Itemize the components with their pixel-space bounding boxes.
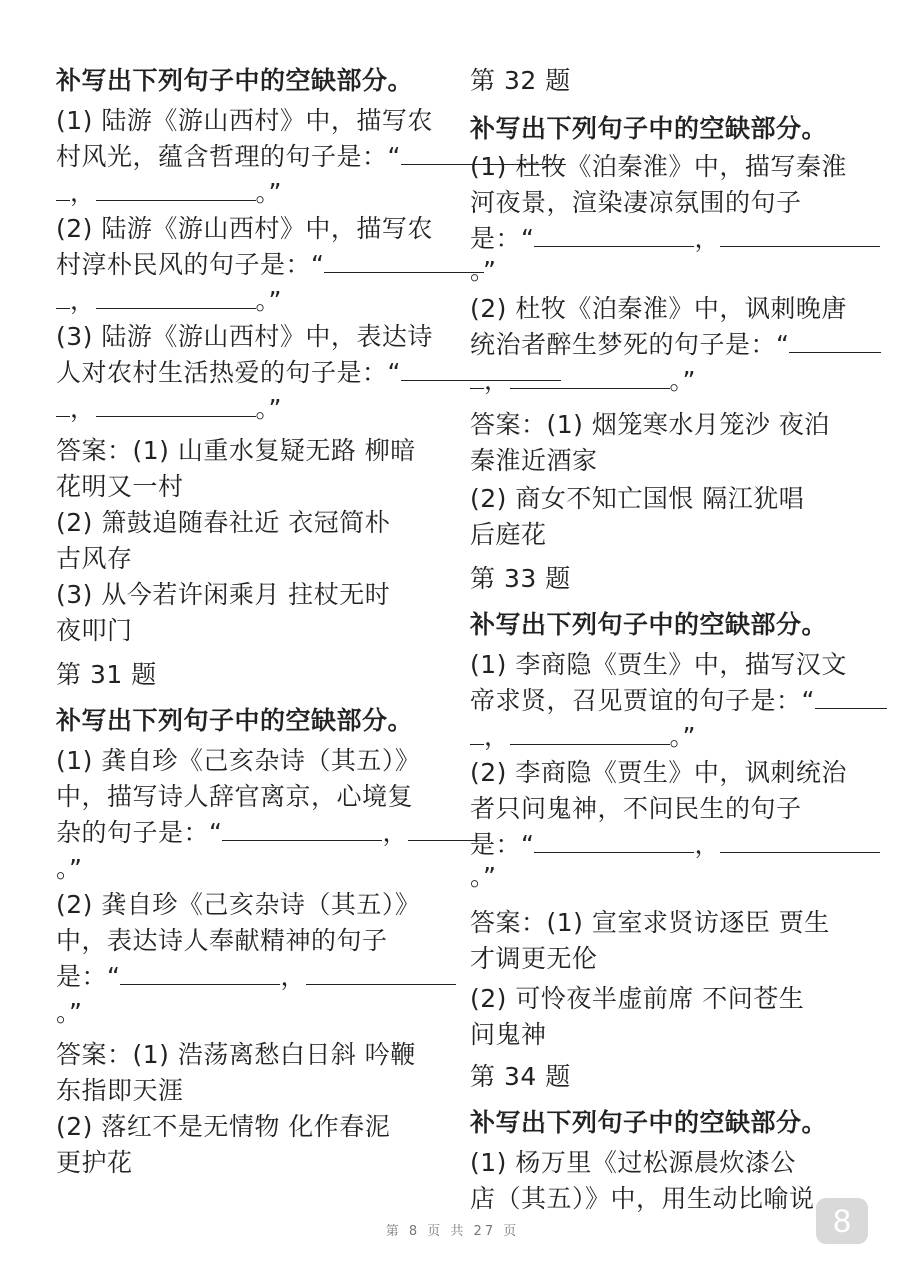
q32-1-line2: 河夜景，渲染凄凉氛围的句子 bbox=[470, 188, 802, 217]
q31-instruction: 补写出下列句子中的空缺部分。 bbox=[56, 706, 414, 735]
blank[interactable] bbox=[96, 286, 256, 309]
q30-3-line2: 人对农村生活热爱的句子是：“ bbox=[56, 356, 561, 390]
answer-32-2b: 后庭花 bbox=[470, 520, 547, 549]
answer-33-1a: 答案：(1) 宣室求贤访逐臣 贾生 bbox=[470, 908, 830, 937]
q31-2-line1: (2) 龚自珍《己亥杂诗（其五）》 bbox=[56, 890, 421, 919]
blank[interactable] bbox=[306, 962, 456, 985]
blank[interactable] bbox=[324, 250, 484, 273]
blank[interactable] bbox=[96, 394, 256, 417]
answer-32-2a: (2) 商女不知亡国恨 隔江犹唱 bbox=[470, 484, 805, 513]
q33-1-line3: ， 。” bbox=[470, 720, 696, 754]
answer-30-2b: 古风存 bbox=[56, 544, 133, 573]
q33-2-line2: 者只问鬼神，不问民生的句子 bbox=[470, 794, 802, 823]
answer-32-1b: 秦淮近酒家 bbox=[470, 446, 598, 475]
q32-1-line4: 。” bbox=[470, 256, 497, 285]
blank[interactable] bbox=[56, 178, 70, 201]
answer-30-3a: (3) 从今若许闲乘月 拄杖无时 bbox=[56, 580, 391, 609]
q32-instruction: 补写出下列句子中的空缺部分。 bbox=[470, 114, 828, 143]
blank[interactable] bbox=[96, 178, 256, 201]
q32-1-line3: 是：“ ， bbox=[470, 222, 880, 256]
q30-2-line1: (2) 陆游《游山西村》中，描写农 bbox=[56, 214, 433, 243]
blank[interactable] bbox=[789, 330, 881, 353]
q32-title: 第 32 题 bbox=[470, 66, 571, 95]
answer-30-2a: (2) 箫鼓追随春社近 衣冠简朴 bbox=[56, 508, 391, 537]
answer-33-2a: (2) 可怜夜半虚前席 不问苍生 bbox=[470, 984, 805, 1013]
answer-30-3b: 夜叩门 bbox=[56, 616, 133, 645]
q31-1-line4: 。” bbox=[56, 854, 83, 883]
q33-1-line1: (1) 李商隐《贾生》中，描写汉文 bbox=[470, 650, 847, 679]
blank[interactable] bbox=[470, 722, 484, 745]
answer-31-1a: 答案：(1) 浩荡离愁白日斜 吟鞭 bbox=[56, 1040, 416, 1069]
blank[interactable] bbox=[720, 830, 880, 853]
q33-2-line3: 是：“ ， bbox=[470, 828, 880, 862]
answer-33-1b: 才调更无伦 bbox=[470, 944, 598, 973]
q30-3-line3: ， 。” bbox=[56, 392, 282, 426]
blank[interactable] bbox=[408, 818, 478, 841]
blank[interactable] bbox=[470, 366, 484, 389]
q32-2-line3: ， 。” bbox=[470, 364, 696, 398]
blank[interactable] bbox=[720, 224, 880, 247]
q31-2-line2: 中，表达诗人奉献精神的句子 bbox=[56, 926, 388, 955]
q33-1-line2: 帝求贤，召见贾谊的句子是：“ bbox=[470, 684, 887, 718]
q34-1-line2: 店（其五）》中，用生动比喻说 bbox=[470, 1184, 815, 1213]
answer-30-1a: 答案：(1) 山重水复疑无路 柳暗 bbox=[56, 436, 416, 465]
blank[interactable] bbox=[56, 286, 70, 309]
blank[interactable] bbox=[510, 366, 670, 389]
q32-1-line1: (1) 杜牧《泊秦淮》中，描写秦淮 bbox=[470, 152, 847, 181]
q33-instruction: 补写出下列句子中的空缺部分。 bbox=[470, 610, 828, 639]
blank[interactable] bbox=[120, 962, 280, 985]
page-number-badge: 8 bbox=[816, 1198, 868, 1244]
q30-2-line3: ， 。” bbox=[56, 284, 282, 318]
q30-1-line2: 村风光，蕴含哲理的句子是：“ bbox=[56, 140, 566, 174]
q31-2-line4: 。” bbox=[56, 998, 83, 1027]
answer-31-2b: 更护花 bbox=[56, 1148, 133, 1177]
q33-2-line1: (2) 李商隐《贾生》中，讽刺统治 bbox=[470, 758, 847, 787]
q30-1-line3: ， 。” bbox=[56, 176, 282, 210]
q30-2-line2: 村淳朴民风的句子是：“ bbox=[56, 248, 484, 282]
q31-1-line2: 中，描写诗人辞官离京，心境复 bbox=[56, 782, 414, 811]
q34-1-line1: (1) 杨万里《过松源晨炊漆公 bbox=[470, 1148, 796, 1177]
blank[interactable] bbox=[534, 224, 694, 247]
blank[interactable] bbox=[815, 686, 887, 709]
blank[interactable] bbox=[510, 722, 670, 745]
q30-instruction: 补写出下列句子中的空缺部分。 bbox=[56, 66, 414, 95]
blank[interactable] bbox=[534, 830, 694, 853]
q31-1-line1: (1) 龚自珍《己亥杂诗（其五）》 bbox=[56, 746, 421, 775]
q32-2-line1: (2) 杜牧《泊秦淮》中，讽刺晚唐 bbox=[470, 294, 847, 323]
q34-instruction: 补写出下列句子中的空缺部分。 bbox=[470, 1108, 828, 1137]
blank[interactable] bbox=[222, 818, 382, 841]
q31-1-line3: 杂的句子是：“ ， bbox=[56, 816, 478, 850]
q33-2-line4: 。” bbox=[470, 862, 497, 891]
answer-31-2a: (2) 落红不是无情物 化作春泥 bbox=[56, 1112, 391, 1141]
blank[interactable] bbox=[56, 394, 70, 417]
answer-32-1a: 答案：(1) 烟笼寒水月笼沙 夜泊 bbox=[470, 410, 830, 439]
q33-title: 第 33 题 bbox=[470, 564, 571, 593]
q31-title: 第 31 题 bbox=[56, 660, 157, 689]
q32-2-line2: 统治者醉生梦死的句子是：“ bbox=[470, 328, 881, 362]
answer-33-2b: 问鬼神 bbox=[470, 1020, 547, 1049]
q30-3-line1: (3) 陆游《游山西村》中，表达诗 bbox=[56, 322, 433, 351]
answer-30-1b: 花明又一村 bbox=[56, 472, 184, 501]
answer-31-1b: 东指即天涯 bbox=[56, 1076, 184, 1105]
q31-2-line3: 是：“ ， bbox=[56, 960, 456, 994]
q34-title: 第 34 题 bbox=[470, 1062, 571, 1091]
page-footer: 第 8 页 共 27 页 bbox=[385, 1224, 520, 1239]
q30-1-line1: (1) 陆游《游山西村》中，描写农 bbox=[56, 106, 433, 135]
